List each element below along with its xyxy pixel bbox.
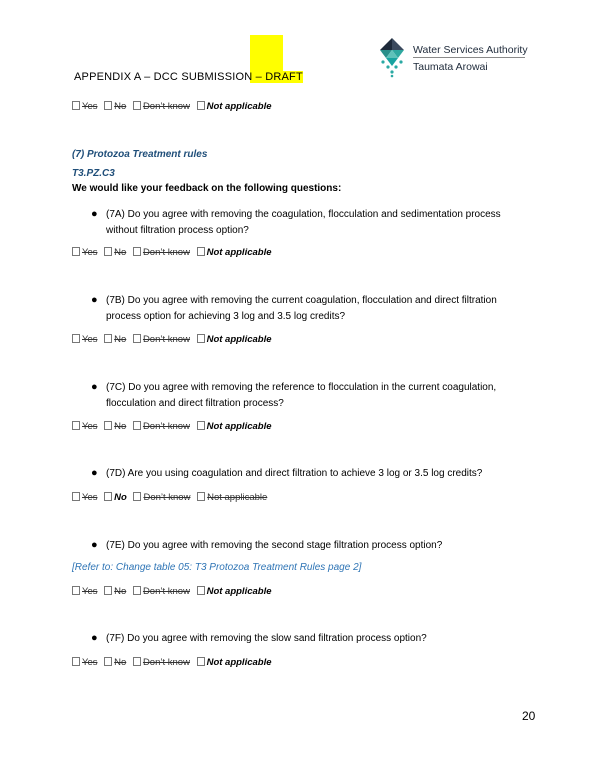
option-yes[interactable]: Yes [72,492,98,503]
option-dont-know[interactable]: Don’t know [133,657,190,668]
answer-options [72,101,276,112]
checkbox-icon [72,492,80,501]
answer-options-7e [72,586,276,597]
checkbox-icon [197,586,205,595]
checkbox-icon [197,334,205,343]
org-subtitle: Taumata Arowai [413,61,488,73]
checkbox-icon [133,657,141,666]
checkbox-icon [133,421,141,430]
appendix-label: APPENDIX A – DCC SUBMISSION – [74,71,266,83]
question-7f: (7F) Do you agree with removing the slow sand filtration process option? [106,633,427,644]
question-7e: (7E) Do you agree with removing the second stage filtration process option? [106,540,443,551]
option-dont-know[interactable]: Don’t know [133,334,190,345]
option-no[interactable]: No [104,586,126,597]
option-not-applicable[interactable]: Not applicable [197,492,267,503]
checkbox-icon [72,586,80,595]
checkbox-icon [72,247,80,256]
section-code: T3.PZ.C3 [72,168,115,179]
bullet-icon: ● [91,294,98,306]
option-yes[interactable]: Yes [72,101,98,112]
option-no[interactable]: No [104,421,126,432]
checkbox-icon [72,101,80,110]
checkbox-icon [104,421,112,430]
option-dont-know[interactable]: Don’t know [133,586,190,597]
question-7b: (7B) Do you agree with removing the current coagulation, flocculation and direct filtration process option for achieving 3 log and 3.5 log credits? [106,295,497,322]
option-no[interactable]: No [104,334,126,345]
option-not-applicable[interactable]: Not applicable [197,247,272,258]
reference-note: [Refer to: Change table 05: T3 Protozoa Treatment Rules page 2] [72,562,362,573]
answer-options-7c [72,421,276,432]
answer-options-7b [72,334,276,345]
bullet-icon: ● [91,381,98,393]
option-dont-know[interactable]: Don’t know [133,101,190,112]
option-not-applicable[interactable]: Not applicable [197,101,272,112]
checkbox-icon [133,101,141,110]
checkbox-icon [133,492,141,501]
checkbox-icon [104,334,112,343]
bullet-icon: ● [91,632,98,644]
option-dont-know[interactable]: Don’t know [133,247,190,258]
option-no[interactable]: No [104,657,126,668]
question-7a: (7A) Do you agree with removing the coagulation, flocculation and sedimentation process without filtration process option? [106,209,501,236]
draft-label: DRAFT [265,71,303,83]
org-name: Water Services Authority [413,44,528,56]
checkbox-icon [197,101,205,110]
section-lead: We would like your feedback on the following questions: [72,183,342,194]
checkbox-icon [197,492,205,501]
checkbox-icon [72,421,80,430]
checkbox-icon [104,247,112,256]
checkbox-icon [197,247,205,256]
answer-options-7a [72,247,276,258]
org-divider [413,57,525,58]
bullet-icon: ● [91,539,98,551]
option-not-applicable[interactable]: Not applicable [197,657,272,668]
checkbox-icon [133,247,141,256]
option-yes[interactable]: Yes [72,421,98,432]
checkbox-icon [133,334,141,343]
page-header [74,71,303,83]
option-yes[interactable]: Yes [72,586,98,597]
checkbox-icon [104,657,112,666]
checkbox-icon [104,586,112,595]
bullet-icon: ● [91,208,98,220]
option-not-applicable[interactable]: Not applicable [197,334,272,345]
option-dont-know[interactable]: Don’t know [133,421,190,432]
checkbox-icon [133,586,141,595]
option-no[interactable]: No [104,101,126,112]
checkbox-icon [72,657,80,666]
option-not-applicable[interactable]: Not applicable [197,586,272,597]
option-yes[interactable]: Yes [72,657,98,668]
option-yes[interactable]: Yes [72,247,98,258]
checkbox-icon [104,492,112,501]
checkbox-icon [197,421,205,430]
checkbox-icon [72,334,80,343]
option-no[interactable]: No [104,492,127,503]
answer-options-7d [72,492,271,503]
water-services-logo-icon [378,36,414,78]
checkbox-icon [197,657,205,666]
page-number: 20 [522,709,536,723]
question-7c: (7C) Do you agree with removing the reference to flocculation in the current coagulation, flocculation and direct filtration process? [106,382,497,409]
bullet-icon: ● [91,467,98,479]
option-yes[interactable]: Yes [72,334,98,345]
option-no[interactable]: No [104,247,126,258]
option-dont-know[interactable]: Don’t know [133,492,190,503]
option-not-applicable[interactable]: Not applicable [197,421,272,432]
checkbox-icon [104,101,112,110]
answer-options-7f [72,657,276,668]
question-7d: (7D) Are you using coagulation and direct filtration to achieve 3 log or 3.5 log credits? [106,468,483,479]
section-title: (7) Protozoa Treatment rules [72,149,208,160]
